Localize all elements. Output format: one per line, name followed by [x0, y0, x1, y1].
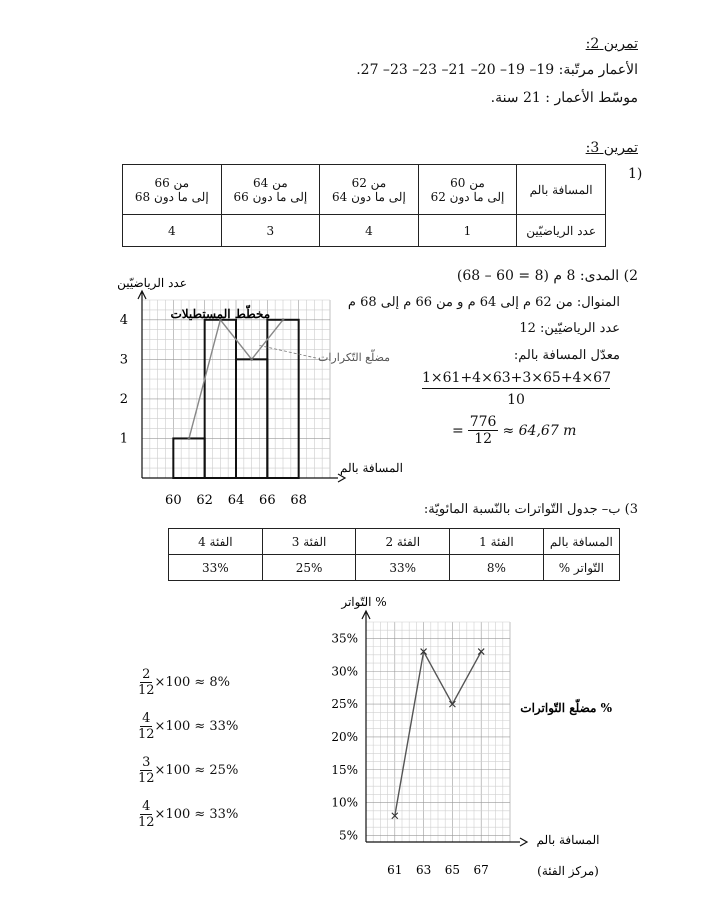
count-3-cell: 3 [221, 215, 320, 247]
x-tick-label: 64 [227, 493, 245, 508]
calc-result: ×100 ≈ 33% [154, 718, 239, 734]
y-tick-label: 15% [331, 762, 358, 777]
class-2-cell: من 62 إلى ما دون 64 [320, 165, 419, 215]
polygon-label: مضلّع التّكرارات [318, 351, 391, 364]
class-1-cell: من 60 إلى ما دون 62 [418, 165, 517, 215]
x-tick-label: 67 [473, 863, 489, 877]
table-header-athletes: عدد الرياضيّين [517, 215, 606, 247]
percent-calculations [138, 660, 238, 836]
freq-class-4: الفئة 4 [169, 529, 263, 555]
exercise-2-title: تمرين 2: [585, 36, 638, 52]
x-axis-arrow [338, 474, 345, 482]
histogram-x-label: المسافة بالم [340, 461, 403, 475]
calc-denominator: 12 [138, 814, 155, 830]
polygon-point [188, 437, 191, 440]
freq-percent-4: 33% [169, 555, 263, 581]
calc-numerator: 4 [142, 710, 151, 726]
calc-result: ×100 ≈ 8% [154, 674, 231, 690]
calc-row [138, 748, 238, 792]
freq-percent-3: 25% [262, 555, 356, 581]
y-tick-label: 3 [119, 352, 128, 368]
mean-numerator: 1×61+4×63+3×65+4×67 [422, 370, 611, 386]
histogram-chart [80, 270, 403, 508]
freq-class-3: الفئة 3 [262, 529, 356, 555]
freq-x-label-center: (مركز الفئة) [537, 864, 599, 878]
count-2-cell: 4 [320, 215, 419, 247]
y-tick-label: 10% [331, 795, 358, 810]
count-1-cell: 1 [418, 215, 517, 247]
result-value: ≈ 64,67 m [502, 422, 577, 439]
calc-result: ×100 ≈ 25% [154, 762, 239, 778]
y-tick-label: 20% [331, 729, 358, 744]
calc-row [138, 660, 238, 704]
frequency-polygon-chart [318, 592, 618, 892]
x-tick-label: 63 [415, 863, 432, 877]
x-tick-label: 68 [290, 493, 307, 508]
calc-row [138, 704, 238, 748]
x-axis-arrow [520, 838, 527, 846]
total-athletes-line: عدد الرياضيّين: 12 [519, 321, 620, 336]
polygon-point [250, 358, 253, 361]
calc-denominator: 12 [138, 682, 155, 698]
count-4-cell: 4 [123, 215, 222, 247]
mean-equal-sign: = [452, 422, 464, 439]
calc-result: ×100 ≈ 33% [154, 806, 239, 822]
calc-numerator: 3 [142, 754, 151, 770]
x-tick-label: 62 [196, 493, 213, 508]
ordered-ages-values: 19– 19– 20– 21– 23– 23– 27. [356, 62, 555, 78]
mean-denominator: 10 [507, 392, 525, 408]
median-value: 21 سنة. [490, 90, 541, 106]
median-label: موسّط الأعمار : [545, 90, 638, 106]
y-tick-label: 30% [331, 664, 358, 679]
y-tick-label: 4 [119, 312, 128, 328]
y-tick-label: 25% [331, 697, 358, 712]
histogram-title: مخطّط المستطيلات [170, 307, 271, 321]
calc-numerator: 2 [142, 666, 151, 682]
mode-line: المنوال: من 62 م إلى 64 م و من 66 م إلى 68 م [347, 295, 620, 310]
calc-denominator: 12 [138, 770, 155, 786]
question-1-number: 1) [628, 166, 643, 182]
x-tick-label: 61 [387, 863, 403, 877]
frequency-table [168, 528, 620, 581]
freq-x-label: المسافة بالم [536, 833, 600, 847]
freq-percent-1: 8% [450, 555, 544, 581]
calc-numerator: 4 [142, 798, 151, 814]
y-tick-label: 35% [331, 631, 358, 646]
freq-class-2: الفئة 2 [356, 529, 450, 555]
x-tick-label: 66 [259, 493, 276, 508]
polygon-point [282, 318, 285, 321]
freq-class-1: الفئة 1 [450, 529, 544, 555]
result-denominator: 12 [474, 431, 493, 447]
mean-result [452, 414, 576, 447]
distance-table [122, 164, 606, 247]
calc-row [138, 792, 238, 836]
question-3-title: 3) ب– جدول التّواترات بالنّسبة المائويّة: [423, 502, 638, 517]
histogram-y-label: عدد الرياضيّين [117, 276, 187, 290]
freq-percent-2: 33% [356, 555, 450, 581]
range-line: 2) المدى: 8 م (8 = 60 – 68) [456, 268, 638, 284]
median-line [491, 90, 638, 106]
table-header-distance: المسافة بالم [517, 165, 606, 215]
x-tick-label: 60 [165, 493, 182, 508]
class-4-cell: من 66 إلى ما دون 68 [123, 165, 222, 215]
mean-label: معدّل المسافة بالم: [513, 348, 620, 363]
y-tick-label: 1 [119, 431, 128, 447]
freq-header-distance: المسافة بالم [543, 529, 619, 555]
calc-denominator: 12 [138, 726, 155, 742]
exercise-3-title: تمرين 3: [585, 140, 638, 156]
x-tick-label: 65 [444, 863, 461, 877]
freq-y-label: التّواتر % [341, 595, 387, 609]
class-3-cell: من 64 إلى ما دون 66 [221, 165, 320, 215]
freq-header-percent: التّواتر % [543, 555, 619, 581]
result-numerator: 776 [469, 414, 497, 430]
mean-fraction [422, 370, 610, 408]
ordered-ages-line [356, 62, 638, 78]
ordered-ages-label: الأعمار مرتّبة: [558, 62, 638, 78]
y-tick-label: 5% [338, 828, 358, 843]
freq-polygon-title: مضلّع التّواترات % [520, 701, 612, 715]
y-tick-label: 2 [119, 391, 128, 407]
